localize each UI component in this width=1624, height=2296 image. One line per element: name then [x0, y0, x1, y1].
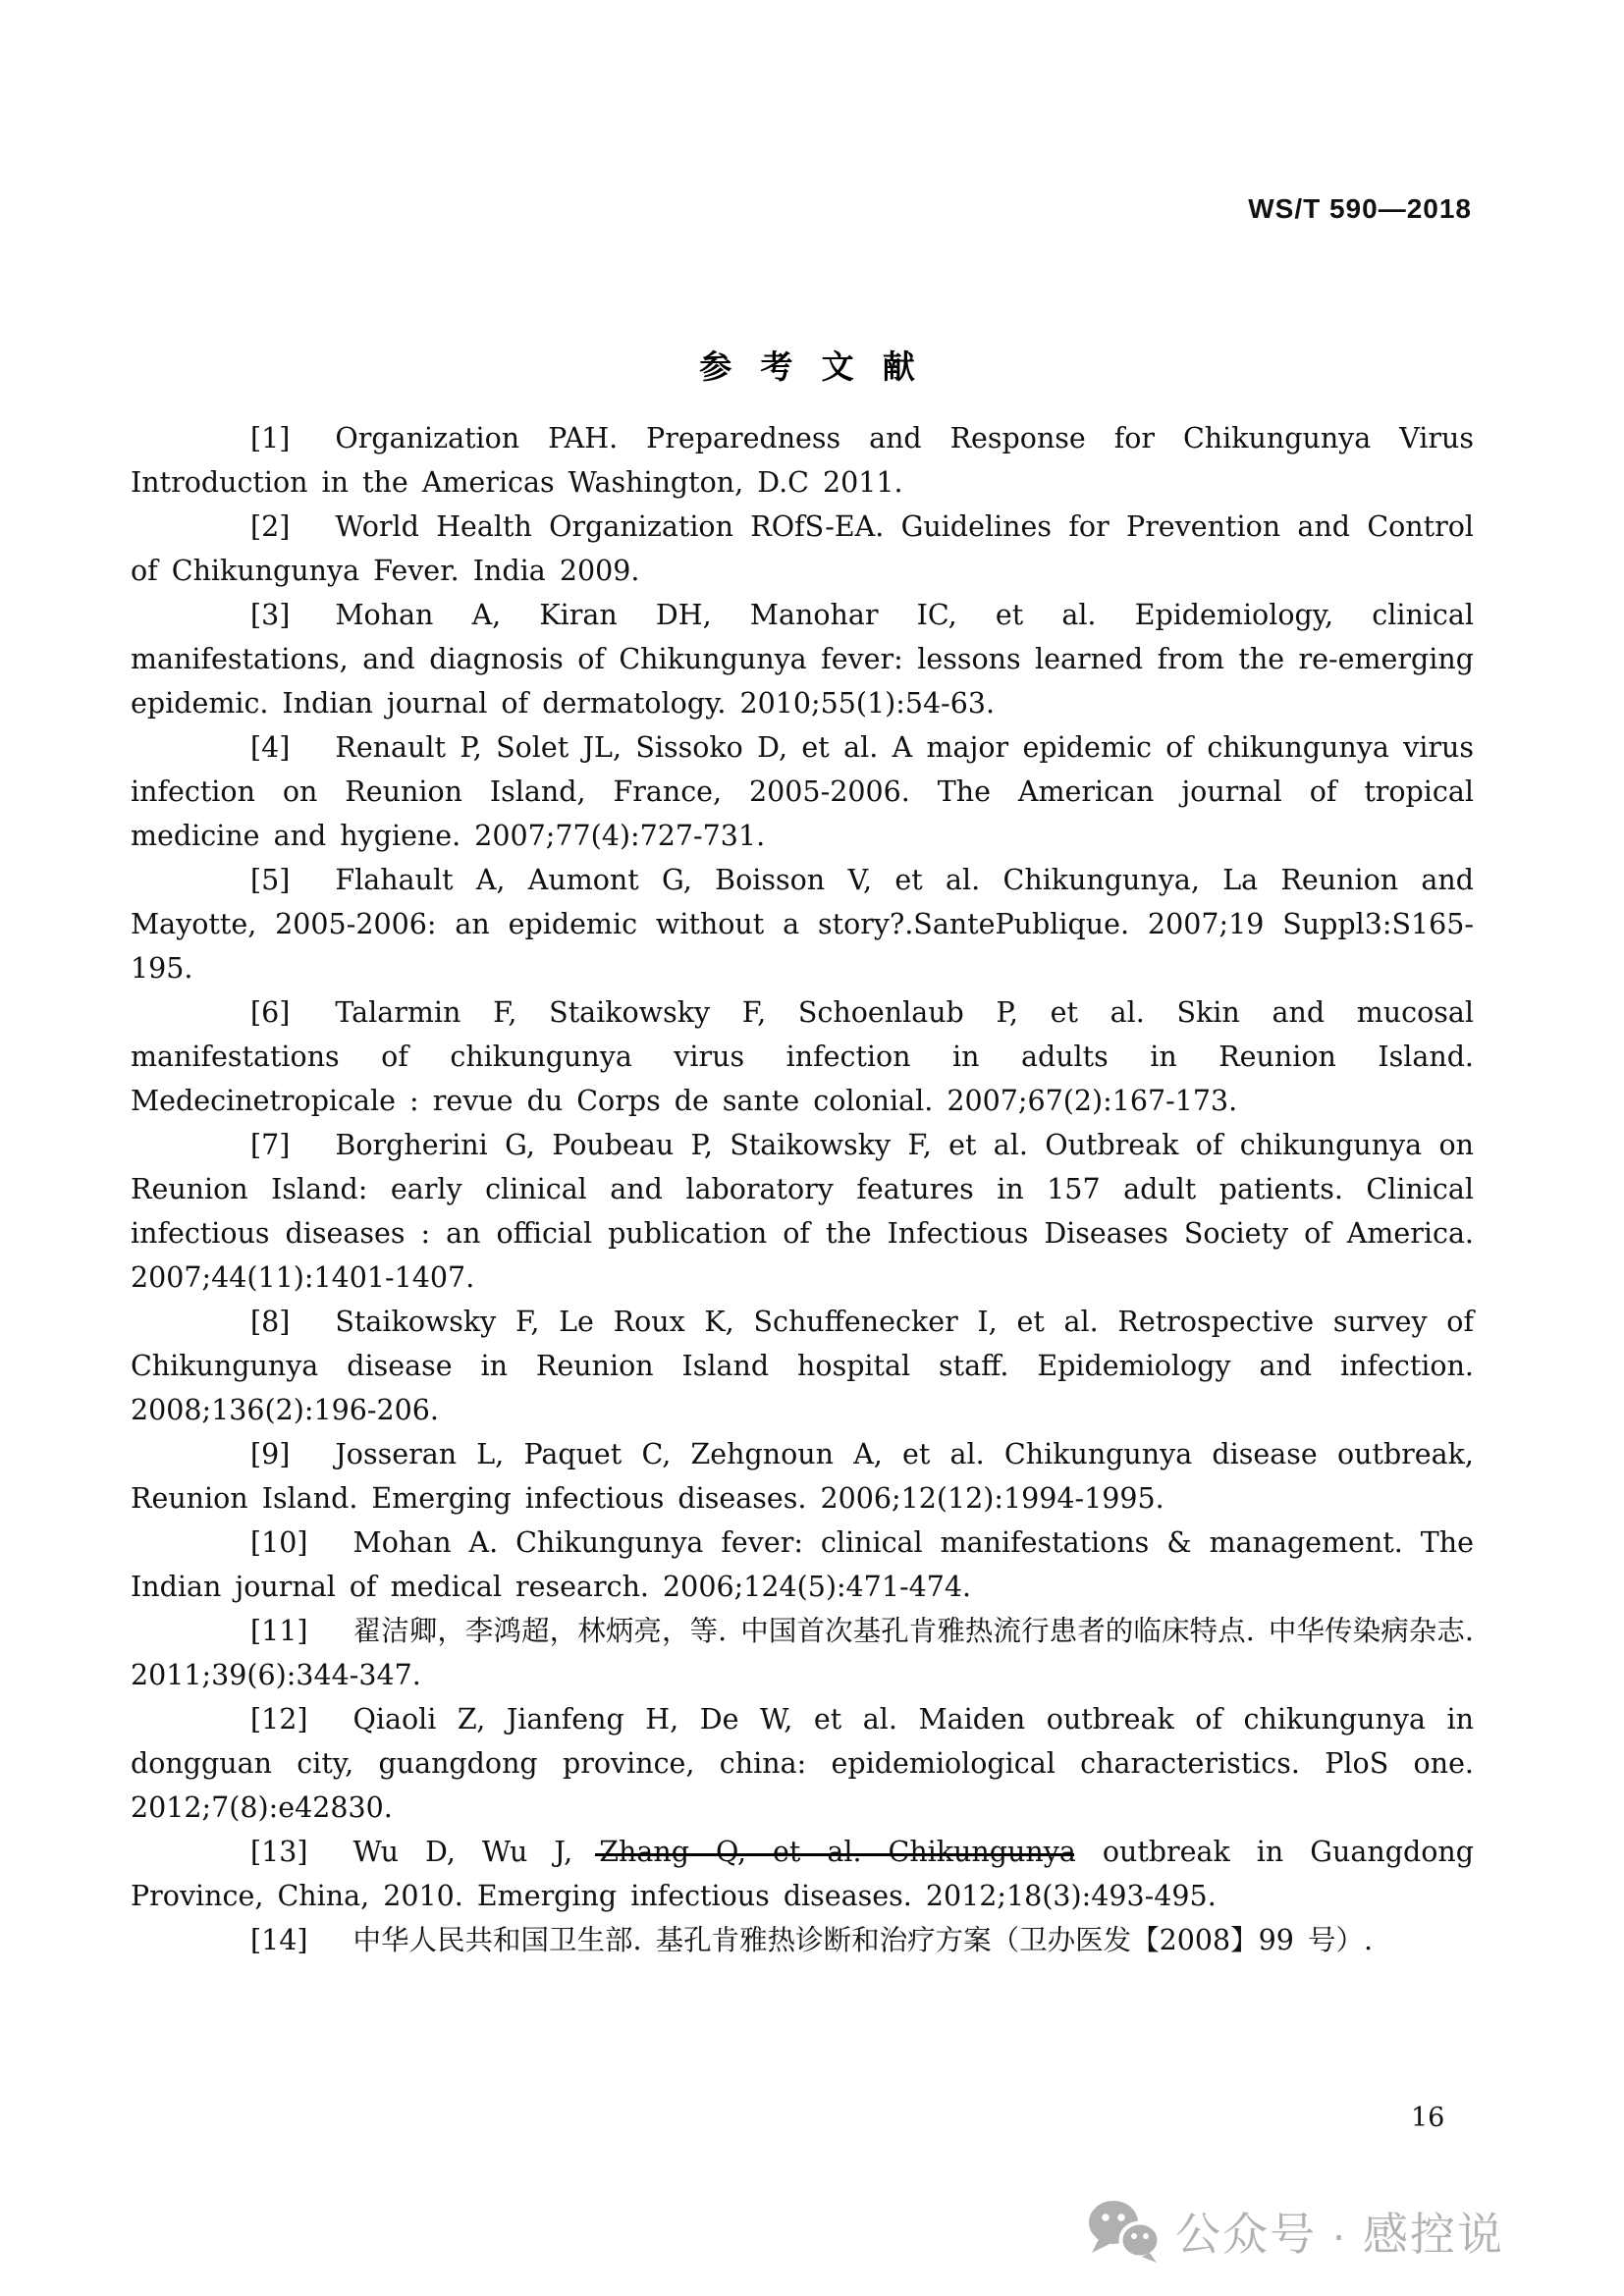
reference-item — [131, 858, 1474, 990]
reference-text: Wu D, Wu J, Zhang Q, et al. Chikungunya outbreak in Guangdong Province, China, 2010. Emerging infectious diseases. 2012;18(3):493-495. — [131, 1836, 1474, 1912]
end-of-document-divider — [595, 1853, 1074, 1856]
reference-item — [131, 990, 1474, 1123]
standard-number: WS/T 590—2018 — [1248, 193, 1472, 224]
reference-text: Josseran L, Paquet C, Zehgnoun A, et al. Chikungunya disease outbreak, Reunion Island. Emerging infectious diseases. 2006;12(12):1994-1995. — [131, 1438, 1474, 1515]
reference-label: [12] — [250, 1703, 308, 1735]
reference-text: Mohan A, Kiran DH, Manohar IC, et al. Epidemiology, clinical manifestations, and diagnosis of Chikungunya fever: lessons learned from the re-emerging epidemic. Indian journal of dermatology. 2010;55(1):54-63. — [131, 599, 1474, 720]
reference-label: [13] — [250, 1836, 308, 1868]
reference-item — [131, 1830, 1474, 1918]
reference-label: [10] — [250, 1526, 308, 1559]
reference-label: [2] — [250, 510, 291, 543]
reference-text: World Health Organization ROfS-EA. Guidelines for Prevention and Control of Chikungunya Fever. India 2009. — [131, 510, 1474, 587]
reference-text: Borgherini G, Poubeau P, Staikowsky F, et al. Outbreak of chikungunya on Reunion Island: early clinical and laboratory features in 157 adult patients. Clinical infectious diseases : an official publication of the Infectious Diseases Society of America. 2007;44(11):1401-1407. — [131, 1129, 1474, 1294]
watermark — [1087, 2199, 1504, 2264]
reference-item — [131, 1432, 1474, 1521]
reference-label: [3] — [250, 599, 291, 631]
reference-label: [7] — [250, 1129, 291, 1161]
reference-item — [131, 505, 1474, 593]
reference-text: Renault P, Solet JL, Sissoko D, et al. A major epidemic of chikungunya virus infection on Reunion Island, France, 2005-2006. The American journal of tropical medicine and hygiene. 2007;77(4):727-731. — [131, 731, 1474, 852]
reference-text: Flahault A, Aumont G, Boisson V, et al. Chikungunya, La Reunion and Mayotte, 2005-2006: an epidemic without a story?.SantePublique. 2007;19 Suppl3:S165-195. — [131, 864, 1474, 985]
reference-item — [131, 1609, 1474, 1697]
reference-label: [1] — [250, 422, 291, 454]
reference-text: 中华人民共和国卫生部. 基孔肯雅热诊断和治疗方案（卫办医发【2008】99 号）. — [352, 1924, 1374, 1956]
reference-label: [4] — [250, 731, 291, 764]
reference-text: Staikowsky F, Le Roux K, Schuffenecker I, et al. Retrospective survey of Chikungunya disease in Reunion Island hospital staff. Epidemiology and infection. 2008;136(2):196-206. — [131, 1306, 1474, 1426]
reference-text: 翟洁卿，李鸿超，林炳亮，等. 中国首次基孔肯雅热流行患者的临床特点. 中华传染病杂志. 2011;39(6):344-347. — [131, 1615, 1474, 1691]
reference-item — [131, 593, 1474, 725]
reference-text: Qiaoli Z, Jianfeng H, De W, et al. Maiden outbreak of chikungunya in dongguan city, guangdong province, china: epidemiological characteristics. PloS one. 2012;7(8):e42830. — [131, 1703, 1474, 1824]
reference-text: Organization PAH. Preparedness and Response for Chikungunya Virus Introduction in the Americas Washington, D.C 2011. — [131, 422, 1474, 499]
reference-item — [131, 1300, 1474, 1432]
reference-label: [14] — [250, 1924, 308, 1956]
reference-item — [131, 1918, 1474, 1962]
reference-text: Mohan A. Chikungunya fever: clinical manifestations & management. The Indian journal of medical research. 2006;124(5):471-474. — [131, 1526, 1474, 1603]
reference-label: [8] — [250, 1306, 291, 1338]
reference-item — [131, 1697, 1474, 1830]
reference-item — [131, 1123, 1474, 1300]
watermark-text: 公众号 · 感控说 — [1175, 2209, 1504, 2260]
reference-list — [131, 416, 1474, 1962]
wechat-icon — [1087, 2199, 1162, 2264]
reference-label: [11] — [250, 1615, 308, 1647]
reference-item — [131, 416, 1474, 505]
reference-label: [6] — [250, 996, 291, 1029]
reference-item — [131, 1521, 1474, 1609]
reference-item — [131, 725, 1474, 858]
reference-text: Talarmin F, Staikowsky F, Schoenlaub P, et al. Skin and mucosal manifestations of chikungunya virus infection in adults in Reunion Island. Medecinetropicale : revue du Corps de sante colonial. 2007;67(2):167-173. — [131, 996, 1474, 1117]
page-number: 16 — [1411, 2103, 1445, 2133]
reference-label: [9] — [250, 1438, 291, 1470]
page-title: 参 考 文 献 — [699, 348, 925, 385]
reference-label: [5] — [250, 864, 291, 896]
